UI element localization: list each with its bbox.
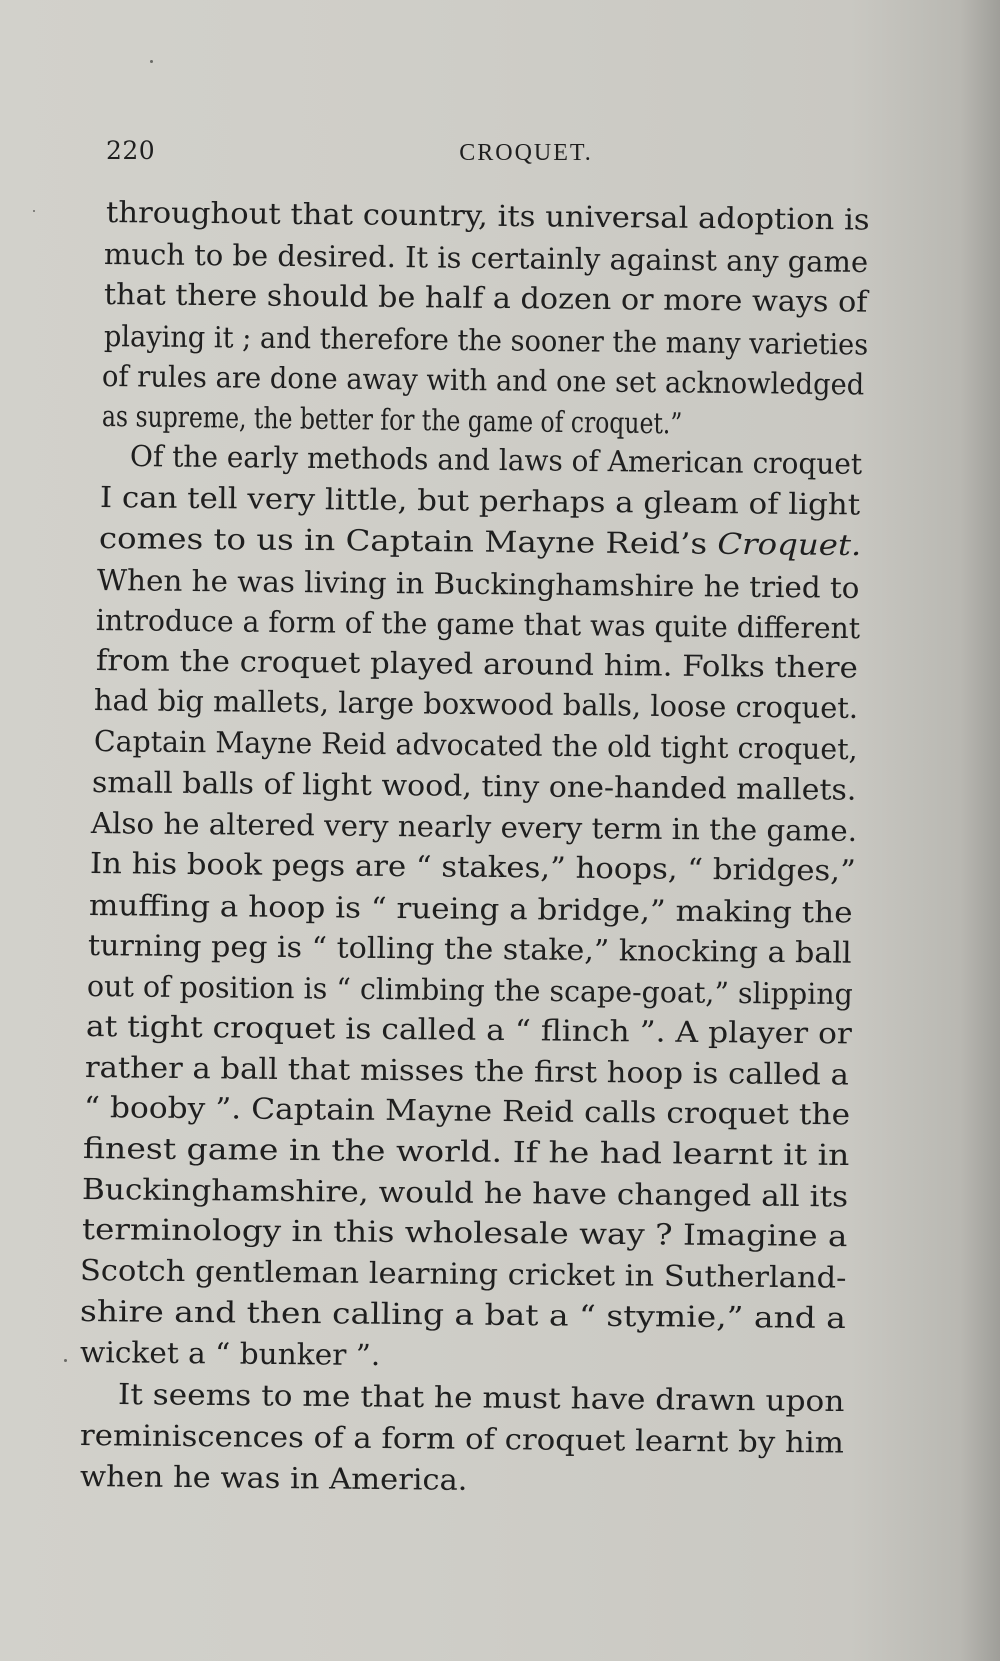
paper-speck [33,210,35,212]
line-text: comes to us in Captain Mayne Reid’s [98,521,708,561]
text-line: muffing a hoop is “ rueing a bridge,” making the [88,888,853,930]
running-head [106,136,886,176]
text-line: as supreme, the better for the game of croquet.” [101,399,683,441]
text-line: much to be desired. It is certainly against any game [103,237,869,280]
text-line: Buckinghamshire, would he have changed all its [81,1172,849,1214]
text-line: reminiscences of a form of croquet learnt by him [79,1418,845,1460]
text-line: throughout that country, its universal adoption is [105,195,870,237]
text-line: out of position is “ climbing the scape-goat,” slipping [86,969,854,1012]
text-line: at tight croquet is called a “ flinch ”. A player or [85,1009,853,1051]
text-line: from the croquet played around him. Folks there [95,643,859,685]
page-number: 220 [106,136,156,165]
text-line: shire and then calling a bat a “ stymie,” and a [79,1294,847,1336]
text-line: of rules are done away with and one set acknowledged [101,359,865,402]
text-line: wicket a “ bunker ”. [79,1335,381,1373]
text-line: “ booby ”. Captain Mayne Reid calls croquet the [83,1090,851,1132]
text-line: rather a ball that misses the first hoop is called a [84,1050,850,1092]
text-line: Also he altered very nearly every term in the game. [90,806,858,848]
text-line: terminology in this wholesale way ? Imagine a [81,1212,848,1254]
text-line: When he was living in Buckinghamshire he tried to [96,563,860,605]
paper-speck [150,60,153,63]
book-title-italic: Croquet. [717,526,862,563]
text-line: turning peg is “ tolling the stake,” knocking a ball [87,928,852,970]
text-line: In his book pegs are “ stakes,” hoops, “ bridges,” [89,846,856,888]
text-line: I can tell very little, but perhaps a gleam of light [99,480,861,522]
text-line: introduce a form of the game that was quite different [95,603,861,646]
running-title: CROQUET. [459,140,593,166]
text-line: Of the early methods and laws of American croquet [129,439,863,481]
text-line: Captain Mayne Reid advocated the old tight croquet, [93,724,858,767]
text-line: Scotch gentleman learning cricket in Sutherland- [79,1253,847,1295]
text-line: It seems to me that he must have drawn upon [117,1377,845,1419]
text-line: playing it ; and therefore the sooner the many varieties [103,319,869,362]
paper-speck [64,1359,67,1362]
text-line: finest game in the world. If he had learnt it in [82,1131,850,1173]
text-line: had big mallets, large boxwood balls, loose croquet. [93,683,859,726]
text-line: small balls of light wood, tiny one-handed mallets. [91,765,857,807]
text-line [98,521,862,563]
text-line: that there should be half a dozen or more ways of [103,277,868,319]
text-line: when he was in America. [79,1459,468,1497]
